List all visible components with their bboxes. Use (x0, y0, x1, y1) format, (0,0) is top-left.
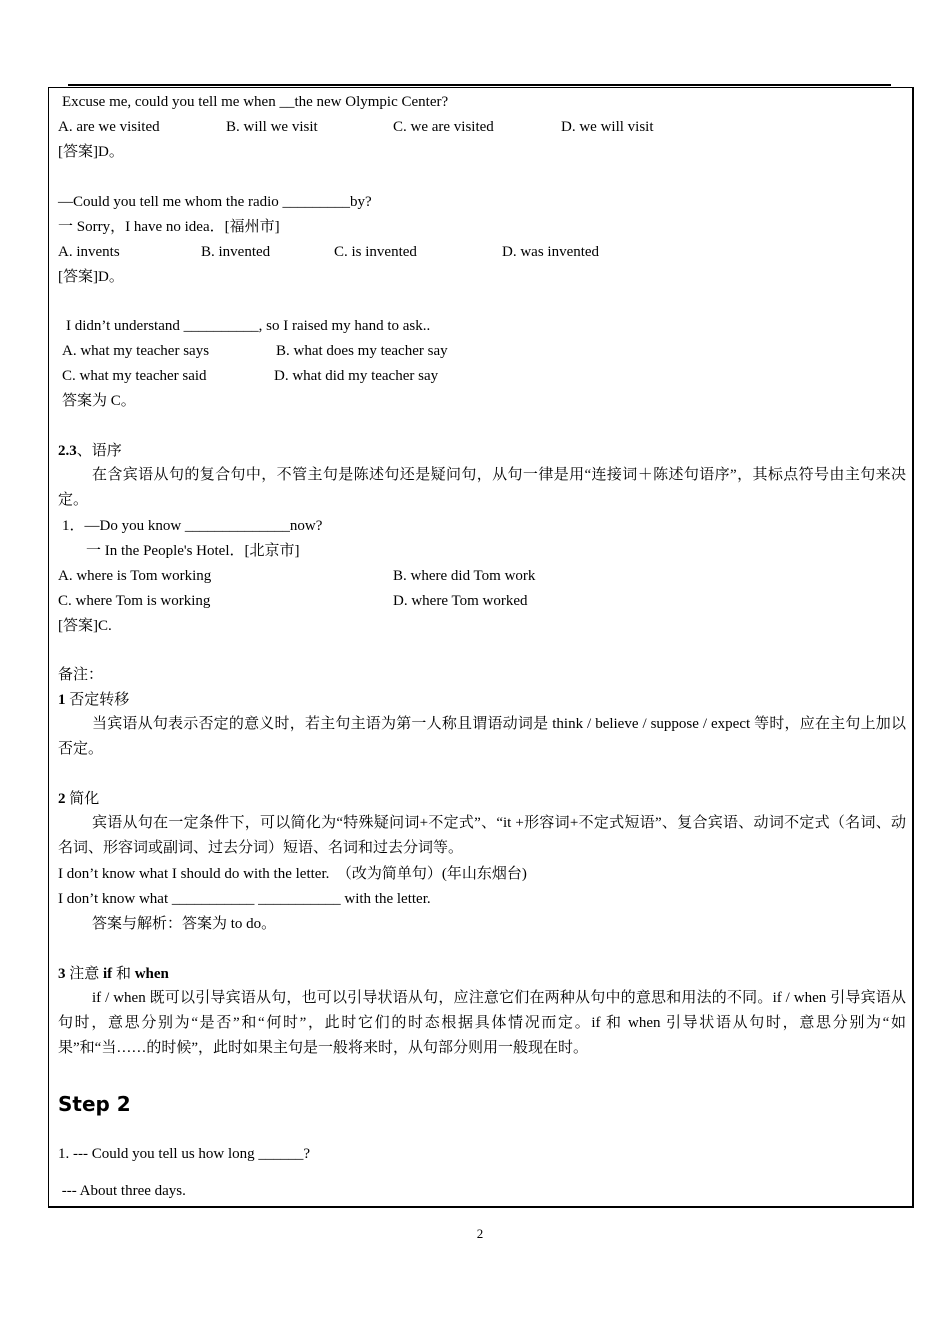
q1-option-a: A. are we visited (58, 119, 160, 135)
page-number: 2 (476, 1226, 484, 1241)
s23-option-a: A. where is Tom working (58, 568, 212, 584)
q1-option-d: D. we will visit (561, 119, 654, 135)
step-2-question-1: 1. --- Could you tell us how long ______? (58, 1146, 311, 1162)
s23-question-stem: 1．—Do you know ______________now? (62, 518, 323, 534)
note-3-heading: 3 注意 if 和 when (58, 966, 169, 982)
q2-option-c: C. is invented (334, 244, 417, 260)
s23-option-d: D. where Tom worked (393, 593, 528, 609)
section-heading-2-3: 2.3、语序 (58, 443, 122, 459)
section-2-3-paragraph: 在含宾语从句的复合句中，不管主句是陈述句还是疑问句，从句一律是用“连接词＋陈述句语序”，其标点符号由主句来决定。 (58, 467, 906, 508)
q3-answer: 答案为 C。 (62, 393, 136, 409)
header-rule (68, 84, 891, 86)
q1-option-c: C. we are visited (393, 119, 494, 135)
q1-stem: Excuse me, could you tell me when __the new Olympic Center? (62, 94, 449, 110)
note-1-heading: 1 否定转移 (58, 692, 130, 708)
step-2-heading: Step 2 (58, 1092, 131, 1116)
q3-option-c: C. what my teacher said (62, 368, 207, 384)
note-1-paragraph: 当宾语从句表示否定的意义时，若主句主语为第一人称且谓语动词是 think / believe / suppose / expect 等时，应在主句上加以否定。 (58, 716, 906, 757)
notes-label: 备注： (58, 667, 104, 683)
q2-option-b: B. invented (201, 244, 271, 260)
s23-option-b: B. where did Tom work (393, 568, 536, 584)
q3-option-b: B. what does my teacher say (276, 343, 448, 359)
q2-answer: [答案]D。 (58, 269, 124, 285)
q2-option-a: A. invents (58, 244, 120, 260)
step-2-answer-1: --- About three days. (58, 1183, 186, 1199)
q2-reply: 一 Sorry，I have no idea．[福州市] (58, 219, 280, 235)
note-2-answer: 答案与解析：答案为 to do。 (92, 916, 277, 932)
q1-answer: [答案]D。 (58, 144, 124, 160)
s23-option-c: C. where Tom is working (58, 593, 211, 609)
note-2-paragraph: 宾语从句在一定条件下，可以简化为“特殊疑问词+不定式”、“it +形容词+不定式短语”、复合宾语、动词不定式（名词、动名词、形容词或副词、过去分词）短语、名词和过去分词等。 (58, 815, 906, 856)
q3-stem: I didn’t understand __________, so I raised my hand to ask.. (66, 318, 431, 334)
s23-question-reply: 一 In the People's Hotel．[北京市] (86, 543, 300, 559)
note-2-heading: 2 简化 (58, 791, 100, 807)
note-3-paragraph: if / when 既可以引导宾语从句，也可以引导状语从句，应注意它们在两种从句中的意思和用法的不同。if / when 引导宾语从句时，意思分别为“是否”和“何时”，此时它们的时态根据具体情况而定。if 和 when 引导状语从句时，意思分别为“如果”和“当……的时候”，此时如果主句是一般将来时，从句部分则用一般现在时。 (58, 990, 906, 1056)
q2-option-d: D. was invented (502, 244, 600, 260)
note-2-example-2: I don’t know what ___________ ___________ with the letter. (58, 891, 431, 907)
s23-answer: [答案]C. (58, 618, 112, 634)
q3-option-d: D. what did my teacher say (274, 368, 439, 384)
note-2-example-1: I don’t know what I should do with the letter. （改为简单句）(年山东烟台) (58, 866, 527, 882)
q1-option-b: B. will we visit (226, 119, 318, 135)
q2-stem: —Could you tell me whom the radio _________by? (58, 194, 372, 210)
q3-option-a: A. what my teacher says (62, 343, 210, 359)
